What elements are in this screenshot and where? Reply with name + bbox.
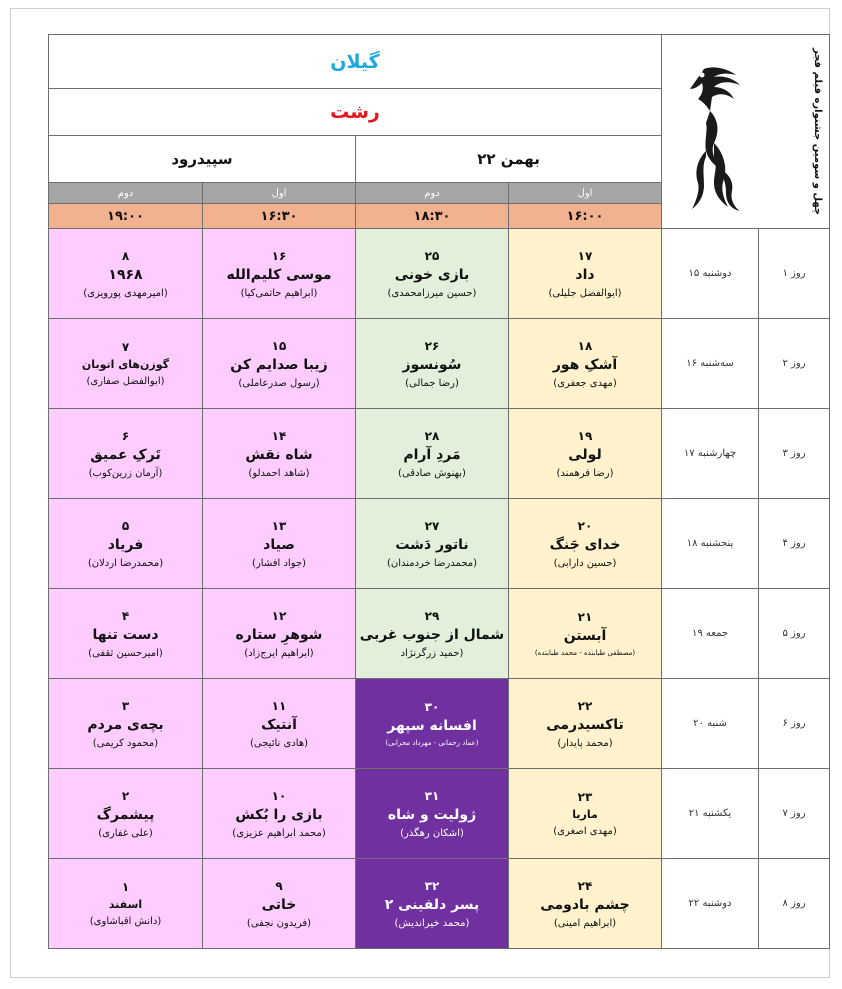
film-director: (محمود کریمی) <box>92 737 159 749</box>
film-title: زیبا صدایم کن <box>230 356 328 373</box>
film-number: ۸ <box>121 248 130 263</box>
film-title: ۱۹۶۸ <box>108 266 143 283</box>
film-cell <box>509 859 662 949</box>
province-title: گیلان <box>49 35 662 89</box>
film-title: اسفند <box>108 898 143 911</box>
film-cell <box>509 499 662 589</box>
film-cell <box>509 679 662 769</box>
film-director: (محمد خیراندیش) <box>394 917 470 929</box>
film-cell <box>356 679 509 769</box>
day-number: روز ۷ <box>759 769 830 859</box>
film-cell <box>356 769 509 859</box>
film-director: (ابوالفضل جلیلی) <box>548 287 622 299</box>
film-number: ۱۷ <box>577 248 593 263</box>
film-director: (محمدرضا خردمندان) <box>386 557 478 569</box>
day-row <box>49 499 830 589</box>
festival-name: چهل و سومین جشنواره فیلم فجر <box>812 47 824 216</box>
schedule-table <box>48 34 830 949</box>
day-number: روز ۳ <box>759 409 830 499</box>
film-number: ۳۱ <box>424 788 440 803</box>
day-row <box>49 769 830 859</box>
shift-label: اول <box>509 183 662 204</box>
film-title: لولی <box>568 446 602 463</box>
film-cell <box>49 409 203 499</box>
showtime: ۱۹:۰۰ <box>49 204 203 229</box>
shift-label: دوم <box>49 183 203 204</box>
film-cell <box>49 859 203 949</box>
film-cell <box>49 499 203 589</box>
film-cell <box>509 589 662 679</box>
film-director: (بهنوش صادقی) <box>398 467 466 479</box>
film-number: ۱۵ <box>271 338 287 353</box>
film-director: (محمد ابراهیم عزیزی) <box>232 827 326 839</box>
film-cell <box>49 229 203 319</box>
film-director: (اشکان رهگذر) <box>400 827 464 839</box>
film-director: (مصطفی طبابنده - محمد طبابنده) <box>534 649 636 657</box>
film-cell <box>49 589 203 679</box>
day-row <box>49 679 830 769</box>
film-number: ۲۱ <box>577 610 593 624</box>
film-number: ۲۰ <box>577 518 593 533</box>
film-number: ۱۳ <box>271 518 287 533</box>
film-title: سُونسوز <box>402 356 462 373</box>
film-title: شمال از جنوب غربی <box>359 626 505 643</box>
simorgh-bird-icon <box>684 61 754 216</box>
day-number: روز ۵ <box>759 589 830 679</box>
day-number: روز ۸ <box>759 859 830 949</box>
day-row <box>49 409 830 499</box>
film-cell <box>356 859 509 949</box>
film-cell <box>509 229 662 319</box>
film-cell <box>49 319 203 409</box>
weekday-date: دوشنبه ۱۵ <box>662 229 759 319</box>
film-cell <box>509 409 662 499</box>
film-title: تاکسیدرمی <box>546 716 624 733</box>
film-director: (آرمان زرین‌کوب) <box>88 467 163 479</box>
film-title: شوهرِ ستاره <box>235 626 323 643</box>
film-title: بازی خونی <box>394 266 470 283</box>
film-number: ۲ <box>121 788 130 803</box>
film-title: مَردِ آرام <box>403 446 461 463</box>
film-title: ژولیت و شاه <box>387 806 477 823</box>
film-director: (علی غفاری) <box>98 827 153 839</box>
film-title: پیشمرگ <box>96 806 155 823</box>
festival-logo-cell <box>662 35 830 229</box>
film-number: ۶ <box>121 428 130 443</box>
day-row <box>49 589 830 679</box>
film-director: (مهدی اصغری) <box>553 826 617 837</box>
film-director: (رسول صدرعاملی) <box>238 377 320 389</box>
weekday-date: چهارشنبه ۱۷ <box>662 409 759 499</box>
film-cell <box>203 229 356 319</box>
showtime: ۱۸:۳۰ <box>356 204 509 229</box>
film-cell <box>203 319 356 409</box>
film-number: ۲۵ <box>424 248 440 263</box>
film-director: (دانش اقباشاوی) <box>89 916 162 927</box>
film-director: (حسین میرزامحمدی) <box>387 287 477 299</box>
film-number: ۲۳ <box>577 790 593 804</box>
film-director: (جواد افشار) <box>252 557 306 569</box>
weekday-date: یکشنبه ۲۱ <box>662 769 759 859</box>
film-number: ۵ <box>121 518 130 533</box>
shift-label: اول <box>203 183 356 204</box>
day-number: روز ۲ <box>759 319 830 409</box>
showtime: ۱۶:۰۰ <box>509 204 662 229</box>
weekday-date: شنبه ۲۰ <box>662 679 759 769</box>
film-title: موسی کلیم‌الله <box>226 266 332 283</box>
film-director: (شاهد احمدلو) <box>248 467 310 479</box>
film-director: حمید زرگرنژاد) <box>400 647 464 659</box>
film-director: (ابوالفضل صفاری) <box>86 376 165 387</box>
film-cell <box>49 769 203 859</box>
film-title: پسر دلفینی ۲ <box>384 896 480 913</box>
film-cell <box>203 859 356 949</box>
film-cell <box>356 589 509 679</box>
film-director: (ابراهیم امینی) <box>553 917 617 929</box>
day-row <box>49 319 830 409</box>
city-title: رشت <box>49 89 662 136</box>
film-title: خدای جَنگ <box>549 536 621 553</box>
day-row <box>49 229 830 319</box>
film-number: ۳۲ <box>424 878 440 893</box>
film-cell <box>203 499 356 589</box>
film-title: بچه‌ی مردم <box>87 716 164 733</box>
film-director: (ابراهیم ایرج‌زاد) <box>244 647 314 659</box>
film-cell <box>356 499 509 589</box>
shift-label: دوم <box>356 183 509 204</box>
film-title: چشم بادومی <box>540 896 630 913</box>
weekday-date: دوشنبه ۲۲ <box>662 859 759 949</box>
film-number: ۳ <box>121 698 130 713</box>
film-number: ۱۸ <box>577 338 593 353</box>
film-number: ۷ <box>121 340 130 354</box>
film-cell <box>203 769 356 859</box>
weekday-date: سه‌شنبه ۱۶ <box>662 319 759 409</box>
film-number: ۱۴ <box>271 428 287 443</box>
film-cell <box>203 589 356 679</box>
film-number: ۲۲ <box>577 698 593 713</box>
venue-22-bahman: ۲۲ بهمن <box>356 136 662 183</box>
film-title: آنتیک <box>261 716 297 733</box>
film-cell <box>49 679 203 769</box>
film-number: ۱۱ <box>271 698 287 713</box>
day-number: روز ۴ <box>759 499 830 589</box>
showtime: ۱۶:۳۰ <box>203 204 356 229</box>
film-cell <box>203 409 356 499</box>
film-number: ۲۴ <box>577 878 593 893</box>
film-number: ۴ <box>121 608 130 623</box>
weekday-date: جمعه ۱۹ <box>662 589 759 679</box>
film-cell <box>509 769 662 859</box>
film-title: خاتی <box>261 896 297 913</box>
film-number: ۳۰ <box>424 700 440 714</box>
day-number: روز ۱ <box>759 229 830 319</box>
film-number: ۱۲ <box>271 608 287 623</box>
film-title: ناتور دَشت <box>395 536 469 553</box>
film-director: (حسین دارابی) <box>553 557 617 569</box>
film-number: ۱۶ <box>271 248 287 263</box>
film-title: ماریا <box>572 808 598 821</box>
film-title: فریاد <box>107 536 144 553</box>
film-title: صیاد <box>263 536 295 553</box>
film-cell <box>356 229 509 319</box>
film-number: ۱۹ <box>577 428 593 443</box>
film-title: آشکِ هور <box>552 356 618 373</box>
film-director: (فریدون نجفی) <box>246 917 312 929</box>
film-cell <box>356 319 509 409</box>
film-title: داد <box>575 266 595 283</box>
film-title: آبستن <box>563 628 607 644</box>
film-director: (هادی نائیجی) <box>249 737 308 749</box>
film-number: ۱۰ <box>271 788 287 803</box>
film-director: (مهدی جعفری) <box>553 377 617 389</box>
film-title: گوزن‌های اتوبان <box>81 358 170 371</box>
film-cell <box>203 679 356 769</box>
film-number: ۲۶ <box>424 338 440 353</box>
film-number: ۲۸ <box>424 428 440 443</box>
film-director: (عماد رحمانی - مهرداد محرابی) <box>385 739 479 747</box>
day-row <box>49 859 830 949</box>
film-number: ۹ <box>275 878 283 893</box>
film-title: دست تنها <box>92 626 159 643</box>
film-director: (محمد پایدار) <box>557 737 613 749</box>
film-director: (رضا جمالی) <box>405 377 459 389</box>
venue-sepidrood: سپیدرود <box>49 136 356 183</box>
film-director: (رضا فرهمند) <box>556 467 614 479</box>
film-title: شاه نقش <box>245 446 313 463</box>
film-cell <box>356 409 509 499</box>
film-title: بازی را بُکش <box>235 806 323 823</box>
film-title: افسانه سپهر <box>387 718 477 734</box>
film-director: (محمدرضا اردلان) <box>87 557 164 569</box>
film-cell <box>509 319 662 409</box>
film-director: (ابراهیم حاتمی‌کیا) <box>240 287 318 299</box>
film-title: تَرکِ عمیق <box>90 446 161 463</box>
film-number: ۱ <box>121 880 130 894</box>
film-number: ۲۷ <box>424 518 440 533</box>
weekday-date: پنجشنبه ۱۸ <box>662 499 759 589</box>
day-number: روز ۶ <box>759 679 830 769</box>
film-director: (امیرحسین ثقفی) <box>88 647 163 659</box>
film-director: (امیرمهدی پورویزی) <box>83 287 168 299</box>
page-frame <box>10 8 830 978</box>
film-number: ۲۹ <box>424 608 440 623</box>
